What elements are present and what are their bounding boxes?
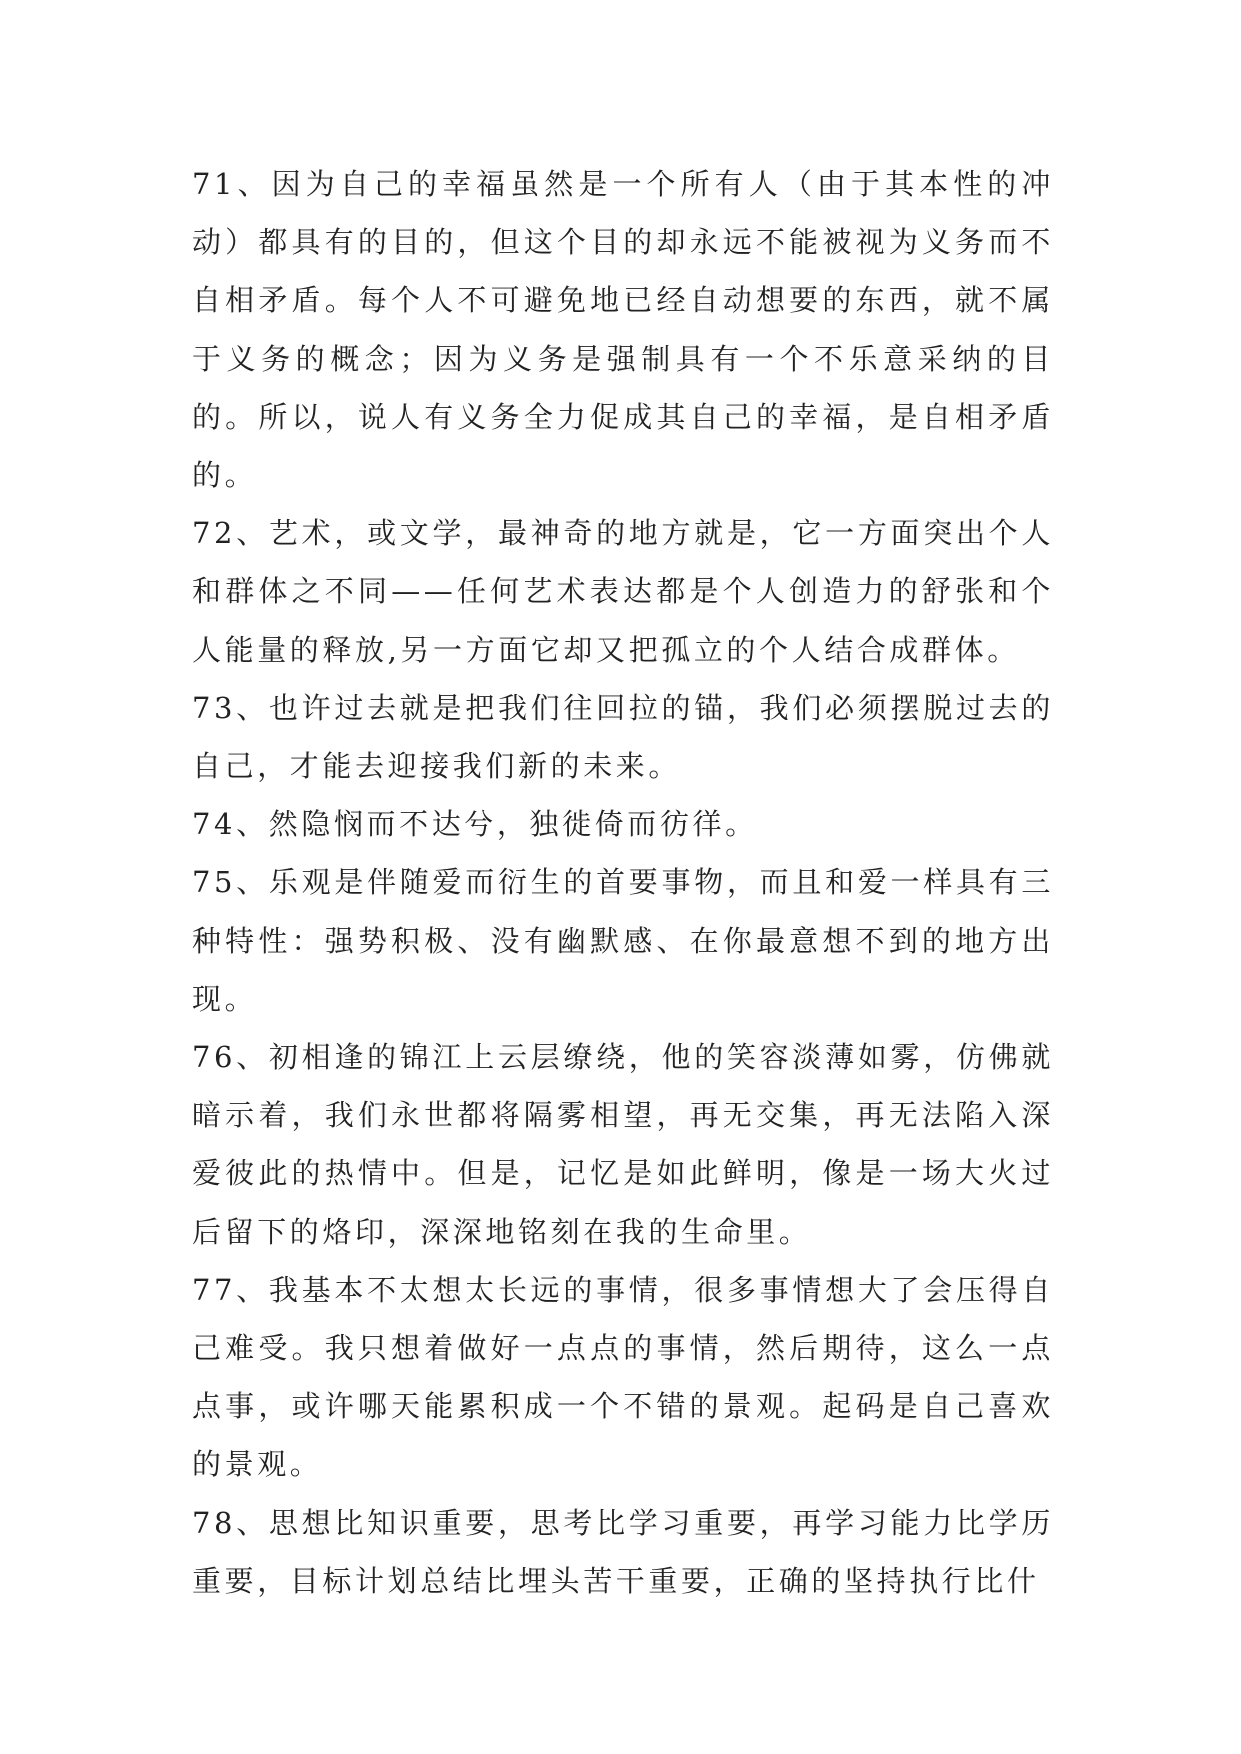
paragraph-71: 71、因为自己的幸福虽然是一个所有人（由于其本性的冲动）都具有的目的，但这个目的却永远不能被视为义务而不自相矛盾。每个人不可避免地已经自动想要的东西，就不属于义务的概念；因为义务是强制具有一个不乐意采纳的目的。所以，说人有义务全力促成其自己的幸福，是自相矛盾的。 (192, 167, 1054, 493)
paragraph-76: 76、初相逢的锦江上云层缭绕，他的笑容淡薄如雾，仿佛就暗示着，我们永世都将隔雾相望，再无交集，再无法陷入深爱彼此的热情中。但是，记忆是如此鲜明，像是一场大火过后留下的烙印，深深地铭刻在我的生命里。 (192, 1040, 1054, 1249)
paragraph-73: 73、也许过去就是把我们往回拉的锚，我们必须摆脱过去的自己，才能去迎接我们新的未来。 (192, 690, 1054, 784)
paragraph-78: 78、思想比知识重要，思考比学习重要，再学习能力比学历重要，目标计划总结比埋头苦干重要，正确的坚持执行比什 (192, 1505, 1054, 1598)
body-text (192, 155, 1054, 1610)
paragraph-74: 74、然隐悯而不达兮，独徙倚而彷徉。 (192, 807, 758, 842)
paragraph-75: 75、乐观是伴随爱而衍生的首要事物，而且和爱一样具有三种特性：强势积极、没有幽默感、在你最意想不到的地方出现。 (192, 865, 1054, 1016)
paragraph-72: 72、艺术，或文学，最神奇的地方就是，它一方面突出个人和群体之不同——任何艺术表达都是个人创造力的舒张和个人能量的释放,另一方面它却又把孤立的个人结合成群体。 (192, 516, 1054, 667)
paragraph-77: 77、我基本不太想太长远的事情，很多事情想大了会压得自己难受。我只想着做好一点点的事情，然后期待，这么一点点事，或许哪天能累积成一个不错的景观。起码是自己喜欢的景观。 (192, 1272, 1054, 1482)
